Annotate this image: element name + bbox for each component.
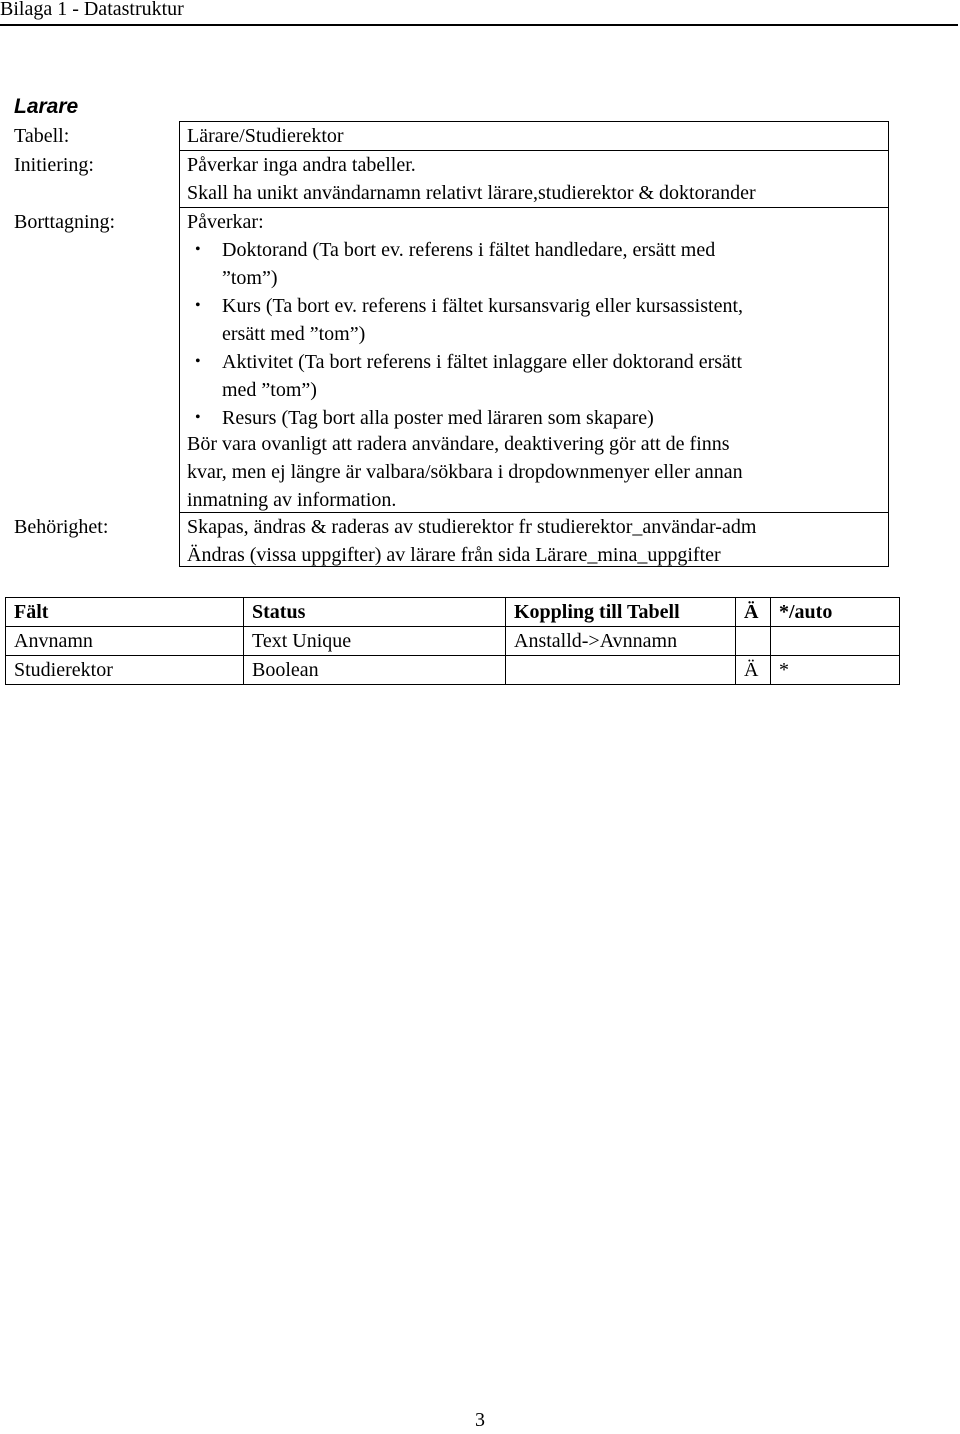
label-initiering: Initiering: — [14, 154, 94, 176]
table-row — [6, 627, 900, 656]
table-cell — [506, 656, 736, 685]
bullet-line: Kurs (Ta bort ev. referens i fältet kursansvarig eller kursassistent, — [222, 295, 744, 317]
borttagning-note: Bör vara ovanligt att radera användare, deaktivering gör att de finns — [187, 433, 730, 455]
running-header-text: Bilaga 1 - Datastruktur — [0, 0, 184, 20]
header-cell: */auto — [771, 598, 900, 627]
table-cell: Studierektor — [6, 656, 244, 685]
label-borttagning: Borttagning: — [14, 211, 116, 233]
table-header-row — [6, 598, 900, 627]
bullet-line: Resurs (Tag bort alla poster med läraren som skapare) — [222, 407, 654, 429]
table-cell — [771, 627, 900, 656]
bullet-icon: • — [195, 353, 201, 370]
fields-table — [5, 597, 900, 685]
behorighet-line: Ändras (vissa uppgifter) av lärare från sida Lärare_mina_uppgifter — [187, 544, 721, 566]
header-cell: Fält — [6, 598, 244, 627]
borttagning-note: kvar, men ej längre är valbara/sökbara i dropdownmenyer eller annan — [187, 461, 743, 483]
bullet-icon: • — [195, 297, 201, 314]
table-cell: Anvnamn — [6, 627, 244, 656]
bullet-line: ersätt med ”tom”) — [222, 323, 366, 345]
bullet-line: Doktorand (Ta bort ev. referens i fältet handledare, ersätt med — [222, 239, 716, 261]
label-behorighet: Behörighet: — [14, 516, 109, 538]
table-cell: Anstalld->Avnnamn — [506, 627, 736, 656]
header-cell: Koppling till Tabell — [506, 598, 736, 627]
bullet-line: Aktivitet (Ta bort referens i fältet inlaggare eller doktorand ersätt — [222, 351, 743, 373]
page-number: 3 — [475, 1409, 485, 1431]
bullet-icon: • — [195, 241, 201, 258]
table-cell: * — [771, 656, 900, 685]
behorighet-line: Skapas, ändras & raderas av studierektor fr studierektor_användar-adm — [187, 516, 757, 538]
running-header — [0, 0, 958, 26]
divider — [180, 207, 888, 208]
metadata-box — [179, 121, 889, 567]
label-tabell: Tabell: — [14, 125, 70, 147]
bullet-icon: • — [195, 409, 201, 426]
table-row — [6, 656, 900, 685]
section-title: Larare — [14, 95, 79, 118]
table-cell: Text Unique — [244, 627, 506, 656]
header-cell: Status — [244, 598, 506, 627]
tabell-value: Lärare/Studierektor — [187, 125, 344, 147]
table-cell: Boolean — [244, 656, 506, 685]
initiering-line: Påverkar inga andra tabeller. — [187, 154, 416, 176]
table-cell — [736, 627, 771, 656]
table-cell: Ä — [736, 656, 771, 685]
header-cell: Ä — [736, 598, 771, 627]
initiering-line: Skall ha unikt användarnamn relativt lärare,studierektor & doktorander — [187, 182, 756, 204]
bullet-line: ”tom”) — [222, 267, 278, 289]
borttagning-intro: Påverkar: — [187, 211, 264, 233]
bullet-line: med ”tom”) — [222, 379, 317, 401]
borttagning-note: inmatning av information. — [187, 489, 397, 511]
